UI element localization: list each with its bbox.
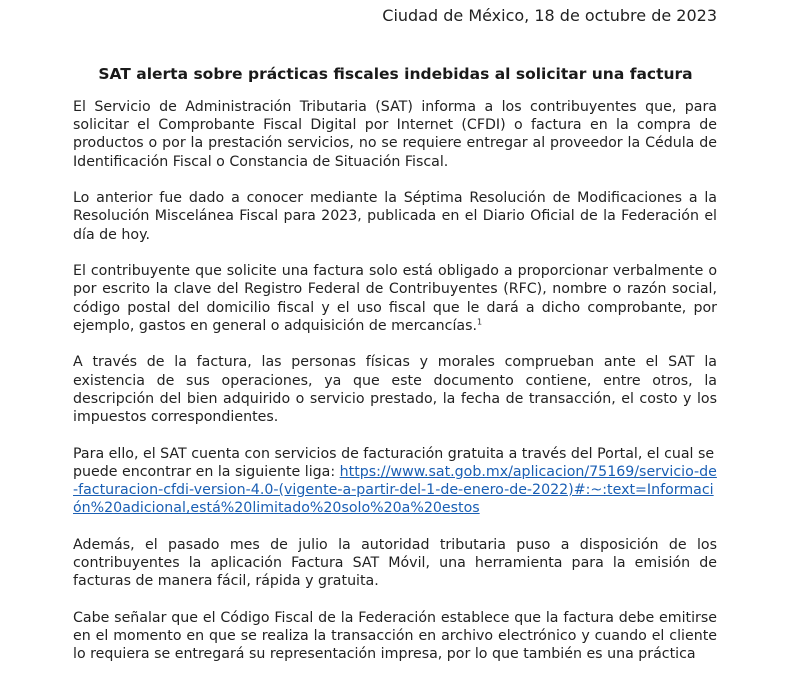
paragraph-7: Cabe señalar que el Código Fiscal de la Federación establece que la factura debe emitirse en el momento en que se realiza la transacción en archivo electrónico y cuando el cliente lo requiera se entregará su representación impresa, por lo que también es una práctica (73, 609, 717, 663)
paragraph-5 (73, 445, 717, 518)
paragraph-4: A través de la factura, las personas físicas y morales comprueban ante el SAT la existencia de sus operaciones, ya que este documento contiene, entre otros, la descripción del bien adquirido o servicio prestado, la fecha de transacción, el costo y los impuestos correspondientes. (73, 354, 717, 426)
paragraph-3 (73, 262, 717, 335)
sat-invoicing-link[interactable]: https://www.sat.gob.mx/aplicacion/75169/servicio-de-facturacion-cfdi-version-4.0-(vigente-a-partir-del-1-de-enero-de-2022)#:~:text=Información%20adicional,está%20limitado%20solo%20a%20estos (73, 463, 717, 517)
footnote-marker: 1 (477, 317, 483, 327)
document-body (73, 98, 717, 682)
dateline: Ciudad de México, 18 de octubre de 2023 (382, 6, 717, 25)
paragraph-5-text: Para ello, el SAT cuenta con servicios de facturación gratuita a través del Portal, el cual se puede encontrar en la siguiente liga: (73, 445, 715, 480)
paragraph-6: Además, el pasado mes de julio la autoridad tributaria puso a disposición de los contribuyentes la aplicación Factura SAT Móvil, una herramienta para la emisión de facturas de manera fácil, rápida y gratuita. (73, 536, 717, 590)
paragraph-3-text: El contribuyente que solicite una factura solo está obligado a proporcionar verbalmente o por escrito la clave del Registro Federal de Contribuyentes (RFC), nombre o razón social, código postal del domicilio fiscal y el uso fiscal que le dará a dicho comprobante, por ejemplo, gastos en general o adquisición de mercancías. (73, 263, 717, 334)
press-release-title: SAT alerta sobre prácticas fiscales indebidas al solicitar una factura (98, 65, 693, 83)
paragraph-1: El Servicio de Administración Tributaria (SAT) informa a los contribuyentes que, para solicitar el Comprobante Fiscal Digital por Internet (CFDI) o factura en la compra de productos o por la prestación servicios, no se requiere entregar al proveedor la Cédula de Identificación Fiscal o Constancia de Situación Fiscal. (73, 99, 717, 170)
paragraph-2: Lo anterior fue dado a conocer mediante la Séptima Resolución de Modificaciones a la Resolución Miscelánea Fiscal para 2023, publicada en el Diario Oficial de la Federación el día de hoy. (73, 190, 717, 243)
